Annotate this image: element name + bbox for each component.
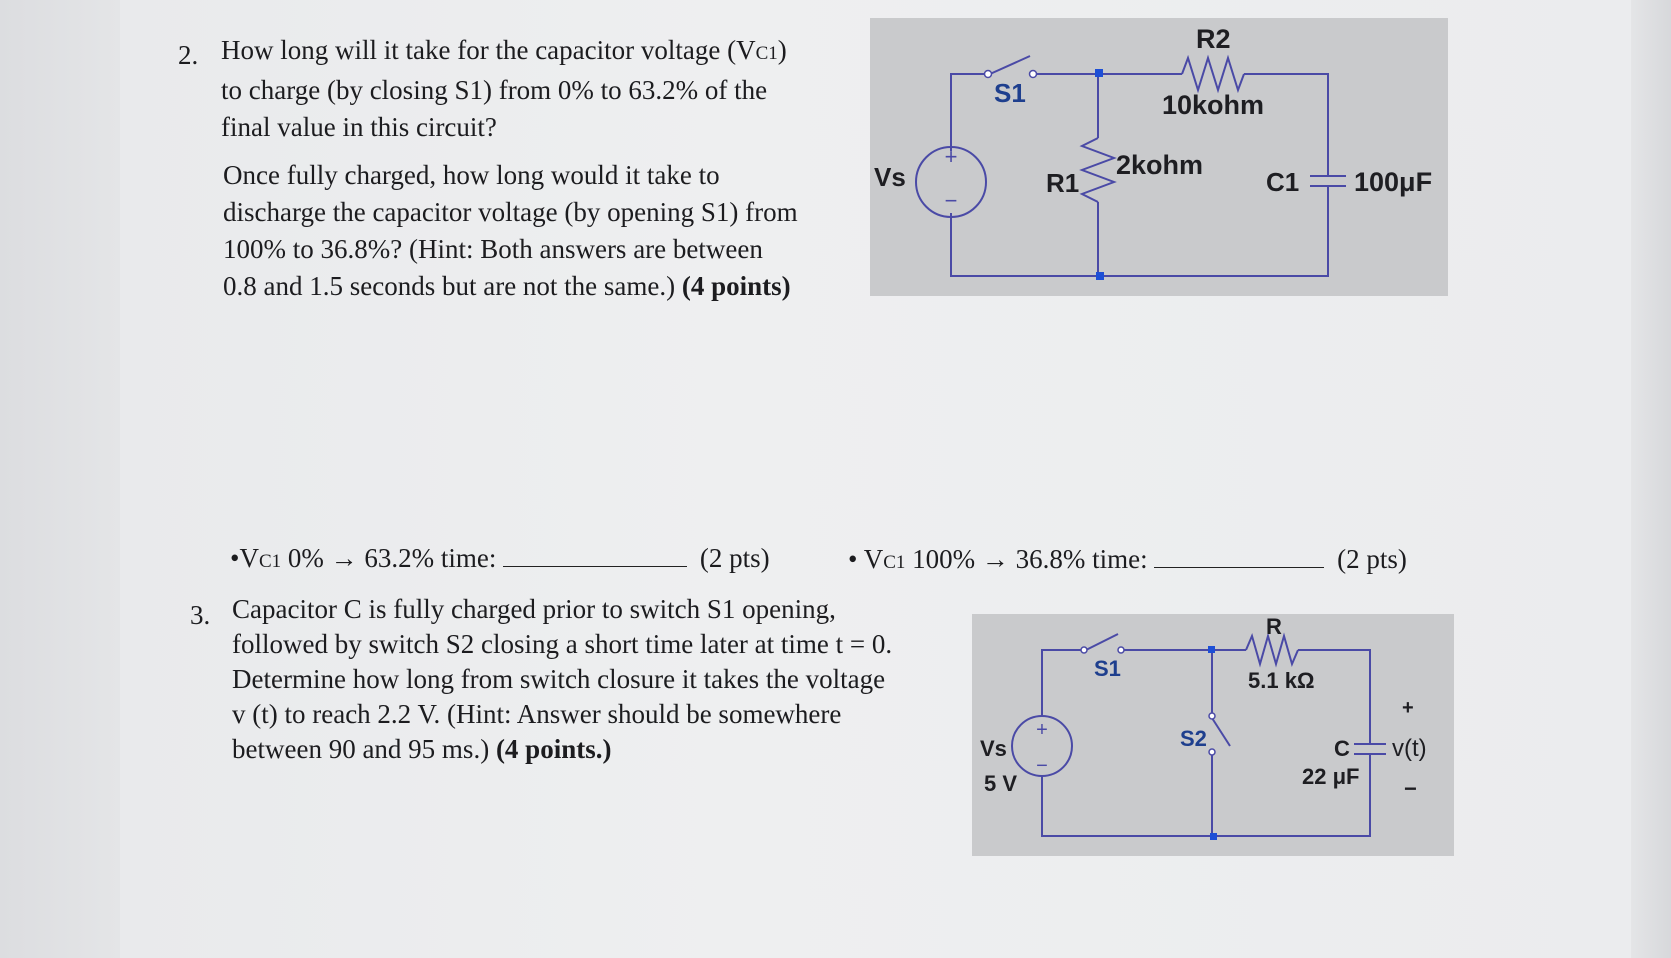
- source-plus: +: [1036, 719, 1048, 741]
- label-v-t: v(t): [1392, 735, 1427, 762]
- label-r1-value: 2kohm: [1116, 150, 1204, 180]
- label-c: C: [1334, 736, 1350, 761]
- wire: [951, 74, 988, 151]
- label-r2-value: 10kohm: [1162, 90, 1265, 120]
- source-plus: +: [944, 144, 958, 169]
- label-s1: S1: [1094, 656, 1121, 681]
- label-r-value: 5.1 kΩ: [1248, 668, 1315, 693]
- label-v-minus: −: [1404, 776, 1417, 801]
- junction-node-top: [1208, 646, 1215, 653]
- resistor-r1: [1082, 138, 1114, 202]
- label-r1: R1: [1046, 168, 1080, 198]
- answer-blank-2[interactable]: [1154, 547, 1324, 568]
- label-c1-value: 100μF: [1354, 167, 1433, 197]
- junction-node-bottom: [1210, 833, 1217, 840]
- label-vs: Vs: [980, 736, 1007, 761]
- label-v-plus: +: [1402, 697, 1414, 719]
- answer-blank-1[interactable]: [503, 546, 687, 567]
- source-minus: −: [1036, 755, 1048, 777]
- switch-s1-blade: [1086, 634, 1118, 650]
- page-shadow: [1631, 0, 1671, 958]
- label-r: R: [1266, 614, 1282, 639]
- junction-node-bottom: [1096, 272, 1104, 280]
- label-c-value: 22 μF: [1302, 764, 1360, 789]
- switch-s1-blade: [990, 56, 1030, 74]
- question-2-number: 2.: [178, 40, 199, 70]
- label-s1: S1: [994, 78, 1026, 108]
- source-minus: −: [944, 188, 958, 213]
- answer-line-1: •VC1 0% → 63.2% time: (2 pts): [230, 543, 770, 573]
- resistor-r: [1246, 636, 1298, 664]
- circuit-diagram-q3: [972, 614, 1454, 856]
- question-3-number: 3.: [190, 600, 211, 630]
- label-r2: R2: [1196, 24, 1231, 54]
- resistor-r2: [1182, 58, 1244, 90]
- label-vs: Vs: [874, 162, 906, 192]
- label-s2: S2: [1180, 726, 1207, 751]
- junction-node-top: [1095, 69, 1103, 77]
- page-edge: [0, 0, 120, 958]
- label-vs-value: 5 V: [984, 771, 1018, 796]
- label-c1: C1: [1266, 167, 1300, 197]
- switch-s2-blade: [1212, 718, 1230, 746]
- question-2-para-2: Once fully charged, how long would it take to discharge the capacitor voltage (by opening S1) from 100% to 36.8%? (Hint: Both answers are between 0.8 and 1.5 seconds but are not the same.) (4 points): [223, 160, 798, 301]
- question-2-para-1: How long will it take for the capacitor voltage (VC1) to charge (by closing S1) from 0% to 63.2% of the final value in this circuit?: [221, 35, 787, 142]
- answer-line-2: • VC1 100% → 36.8% time: (2 pts): [848, 544, 1407, 574]
- question-3-text: Capacitor C is fully charged prior to switch S1 opening, followed by switch S2 closing a short time later at time t = 0. Determine how long from switch closure it takes the voltage v (t) to reach 2.2 V. (Hint: Answer should be somewhere between 90 and 95 ms.) (4 points.): [232, 594, 893, 764]
- circuit-diagram-q2: [870, 18, 1448, 296]
